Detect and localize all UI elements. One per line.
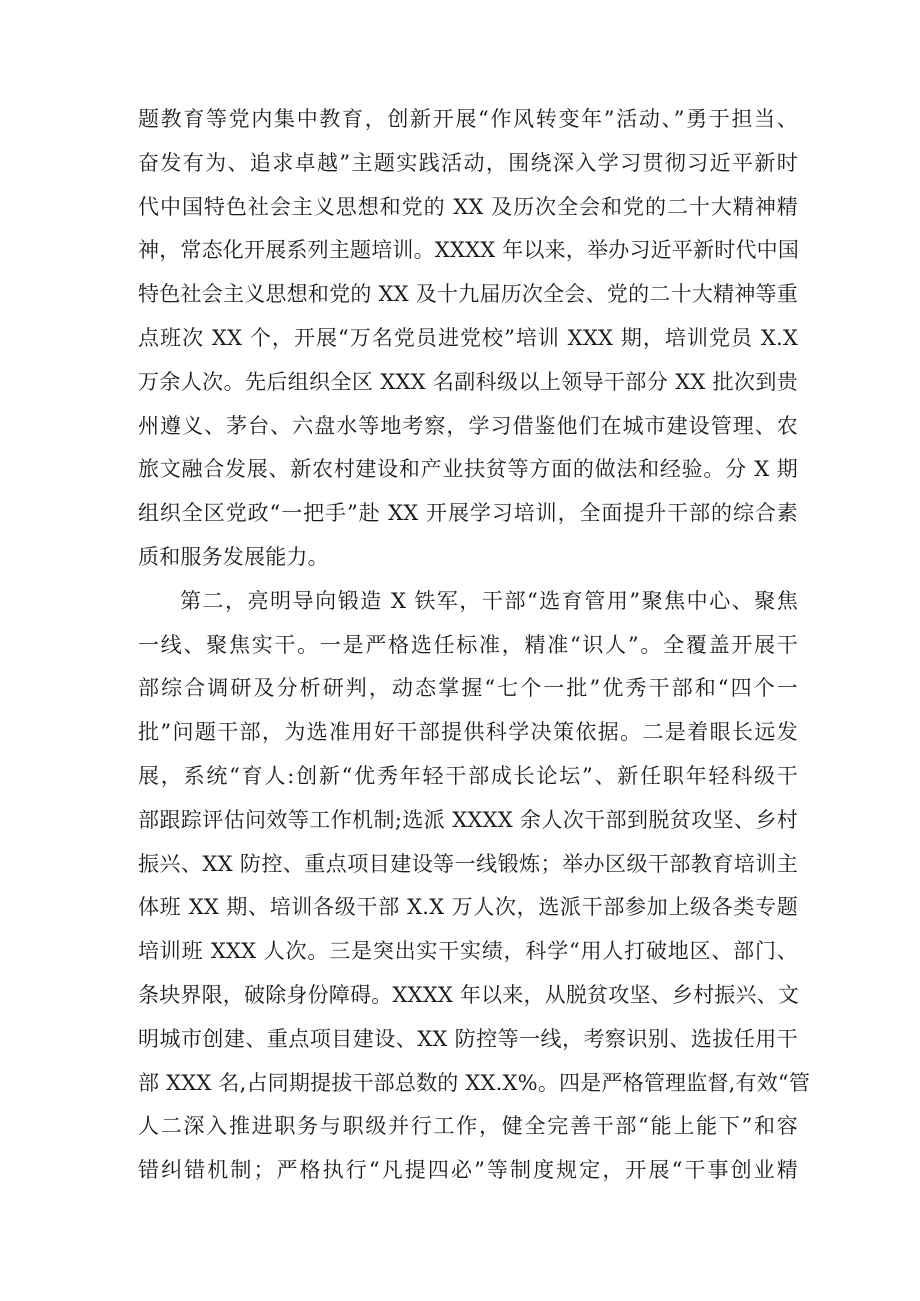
paragraph-2 bbox=[138, 580, 811, 1193]
text-line: 一线、聚焦实干。一是严格选任标准，精准“识人”。全覆盖开展干 bbox=[138, 632, 798, 657]
text-line: 万余人次。先后组织全区 XXX 名副科级以上领导干部分 XX 批次到贵 bbox=[138, 369, 798, 394]
text-line: 旅文融合发展、新农村建设和产业扶贫等方面的做法和经验。分 X 期 bbox=[138, 457, 798, 482]
text-line: 第二，亮明导向锻造 X 铁军，干部“选育管用”聚焦中心、聚焦 bbox=[180, 588, 798, 613]
text-line: 奋发有为、追求卓越”主题实践活动，围绕深入学习贯彻习近平新时 bbox=[138, 150, 798, 175]
text-line: 质和服务发展能力。 bbox=[138, 544, 329, 569]
text-line: 振兴、XX 防控、重点项目建设等一线锻炼；举办区级干部教育培训主 bbox=[138, 851, 798, 876]
text-line: 部 XXX 名,占同期提拔干部总数的 XX.X%。四是严格管理监督,有效“管 bbox=[138, 1070, 811, 1095]
text-line: 体班 XX 期、培训各级干部 X.X 万人次，选派干部参加上级各类专题 bbox=[138, 895, 798, 920]
text-line: 培训班 XXX 人次。三是突出实干实绩，科学“用人打破地区、部门、 bbox=[138, 939, 798, 964]
text-line: 批”问题干部，为选准用好干部提供科学决策依据。二是着眼长远发 bbox=[138, 720, 798, 745]
text-line: 组织全区党政“一把手”赴 XX 开展学习培训，全面提升干部的综合素 bbox=[138, 501, 798, 526]
text-line: 题教育等党内集中教育，创新开展“作风转变年”活动、”勇于担当、 bbox=[138, 107, 798, 131]
text-line: 条块界限，破除身份障碍。XXXX 年以来，从脱贫攻坚、乡村振兴、文 bbox=[138, 982, 800, 1007]
text-line: 特色社会主义思想和党的 XX 及十九届历次全会、党的二十大精神等重 bbox=[138, 282, 798, 307]
text-line: 人二深入推进职务与职级并行工作，健全完善干部“能上能下”和容 bbox=[138, 1114, 798, 1139]
text-line: 部跟踪评估问效等工作机制;选派 XXXX 余人次干部到脱贫攻坚、乡村 bbox=[138, 807, 798, 832]
text-line: 展，系统“育人:创新“优秀年轻干部成长论坛”、新任职年轻科级干 bbox=[138, 763, 798, 788]
text-line: 州遵义、茅台、六盘水等地考察，学习借鉴他们在城市建设管理、农 bbox=[138, 413, 798, 438]
paragraph-1 bbox=[138, 98, 798, 580]
text-line: 点班次 XX 个，开展“万名党员进党校”培训 XXX 期，培训党员 X.X bbox=[138, 325, 798, 350]
text-line: 错纠错机制；严格执行“凡提四必”等制度规定，开展“干事创业精 bbox=[138, 1158, 798, 1183]
text-line: 神，常态化开展系列主题培训。XXXX 年以来，举办习近平新时代中国 bbox=[138, 238, 800, 263]
text-line: 部综合调研及分析研判，动态掌握“七个一批”优秀干部和“四个一 bbox=[138, 676, 798, 701]
text-line: 明城市创建、重点项目建设、XX 防控等一线，考察识别、选拔任用干 bbox=[138, 1026, 798, 1051]
text-line: 代中国特色社会主义思想和党的 XX 及历次全会和党的二十大精神精 bbox=[138, 194, 798, 219]
document-body bbox=[138, 98, 811, 1193]
